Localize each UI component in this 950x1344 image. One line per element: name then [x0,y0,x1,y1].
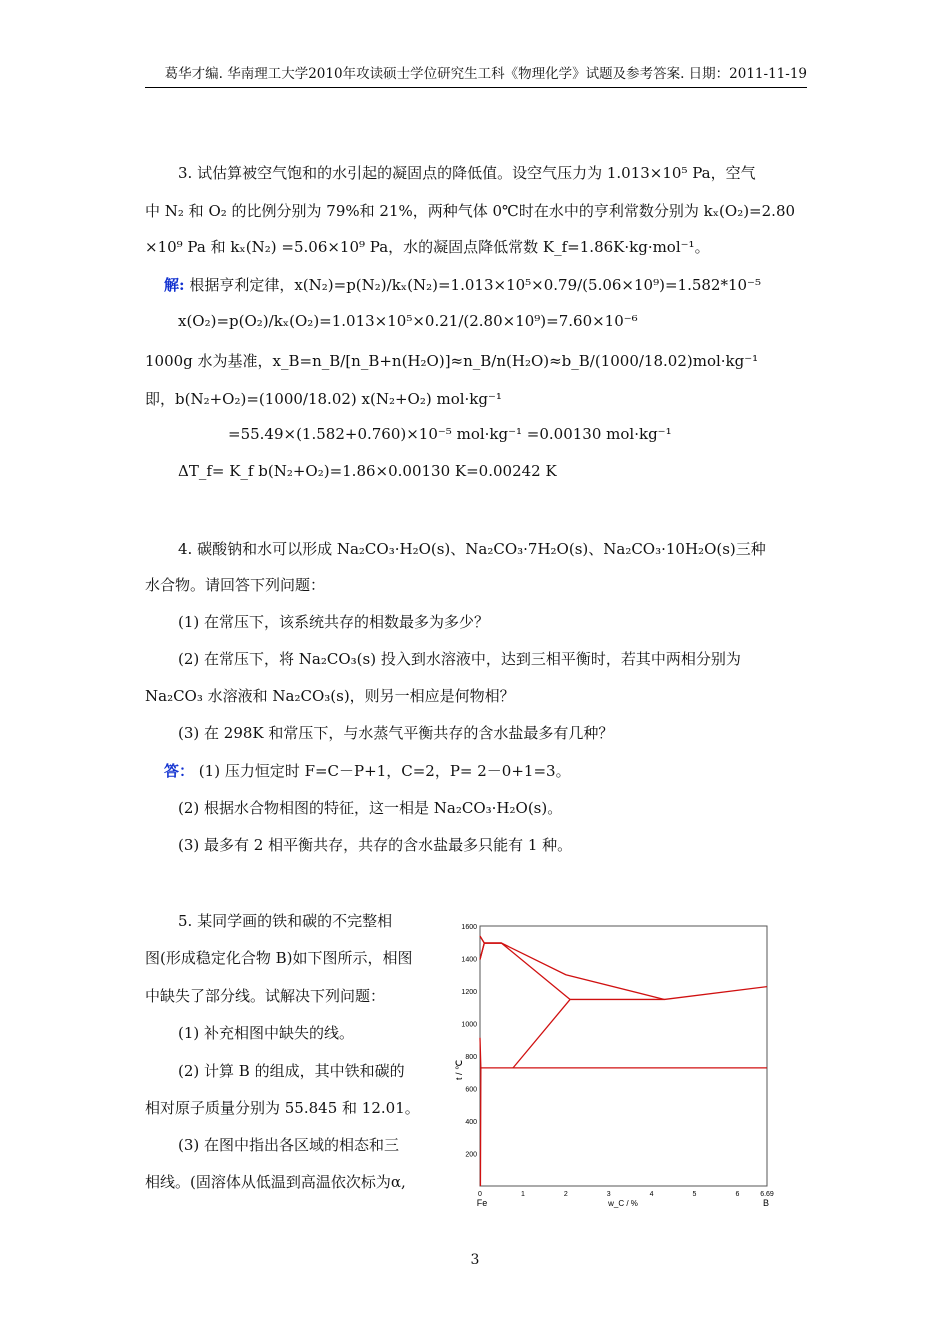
x-end-label-fe: Fe [476,1198,488,1208]
q5-item-2: (2) 计算 B 的组成，其中铁和碳的 [178,1062,405,1080]
page-number: 3 [470,1252,480,1268]
x-tick-label: 1 [520,1191,525,1198]
q5-line-1: 5. 某同学画的铁和碳的不完整相 [178,912,393,930]
q4-item-1: (1) 在常压下，该系统共存的相数最多为多少？ [178,613,490,631]
q3-solution-line-4: 即，b(N₂+O₂)=(1000/18.02) x(N₂+O₂) mol·kg⁻¹ [145,390,502,408]
solution-label: 解: [164,276,185,294]
q4-line-1: 4. 碳酸钠和水可以形成 Na₂CO₃·H₂O(s)、Na₂CO₃·7H₂O(s)、Na₂CO₃·10H₂O(s)三种 [178,540,766,558]
q5-item-1: (1) 补充相图中缺失的线。 [178,1024,355,1042]
x-axis-ticks [478,1191,774,1198]
phase-line-gamma-boundary [513,999,570,1067]
phase-line-delta-gamma-lower [480,943,570,999]
q3-line-3: ×10⁹ Pa 和 kₓ(N₂) =5.06×10⁹ Pa，水的凝固点降低常数 K_f=1.86K·kg·mol⁻¹。 [145,238,710,256]
answer-text-1: (1) 压力恒定时 F=C－P+1，C=2，P= 2－0+1=3。 [198,762,571,780]
answer-label: 答： [164,762,195,780]
q3-line-1: 3. 试估算被空气饱和的水引起的凝固点的降低值。设空气压力为 1.013×10⁵ Pa，空气 [178,164,756,182]
x-tick-label: 6 [735,1191,740,1198]
x-axis-label: w_C / % [608,1199,638,1208]
q4-item-2b: Na₂CO₃ 水溶液和 Na₂CO₃(s)，则另一相应是何物相？ [145,687,515,705]
phase-line-liquidus-right [664,987,767,1000]
x-tick-label: 3 [606,1191,611,1198]
y-tick-label: 1600 [461,924,477,931]
q4-answer-line-2: (2) 根据水合物相图的特征，这一相是 Na₂CO₃·H₂O(s)。 [178,799,563,817]
phase-line-alpha-boundary [480,1038,481,1186]
y-tick-label: 600 [465,1086,477,1094]
x-tick-label: 0 [478,1191,482,1198]
y-tick-label: 1400 [461,956,477,964]
page-header: 葛华才编. 华南理工大学2010年攻读硕士学位研究生工科《物理化学》试题及参考答案. 日期：2011-11-19 [145,62,807,88]
q3-line-2: 中 N₂ 和 O₂ 的比例分别为 79%和 21%，两种气体 0℃时在水中的亨利常数分别为 kₓ(O₂)=2.80 [145,202,796,220]
q3-solution-line-3: 1000g 水为基准，x_B=n_B/[n_B+n(H₂O)]≈n_B/n(H₂O)≈b_B/(1000/18.02)mol·kg⁻¹ [145,352,759,370]
q5-item-3b: 相线。(固溶体从低温到高温依次标为α, [145,1173,406,1191]
q4-line-2: 水合物。请回答下列问题： [145,576,326,594]
x-tick-label: 5 [692,1191,697,1198]
q5-item-3: (3) 在图中指出各区域的相态和三 [178,1136,400,1154]
q3-solution-line-5: =55.49×(1.582+0.760)×10⁻⁵ mol·kg⁻¹ =0.00130 mol·kg⁻¹ [228,425,672,443]
q3-solution-line-2: x(O₂)=p(O₂)/kₓ(O₂)=1.013×10⁵×0.21/(2.80×10⁹)=7.60×10⁻⁶ [178,312,638,330]
q5-line-3: 中缺失了部分线。试解决下列问题： [145,987,386,1005]
y-axis-ticks [461,924,477,1159]
q5-item-2b: 相对原子质量分别为 55.845 和 12.01。 [145,1099,420,1117]
q4-item-3: (3) 在 298K 和常压下，与水蒸气平衡共存的含水盐最多有几种？ [178,724,614,742]
q5-line-2: 图(形成稳定化合物 B)如下图所示，相图 [145,949,413,967]
fe-c-phase-diagram [440,910,785,1215]
q4-answer-line-1 [164,760,571,781]
y-axis-label: t / ℃ [454,1059,464,1081]
phase-lines [480,936,767,1186]
y-tick-label: 800 [465,1054,477,1061]
phase-line-upper-left-wedge [480,936,484,959]
y-tick-label: 200 [465,1151,477,1159]
q4-answer-line-3: (3) 最多有 2 相平衡共存，共存的含水盐最多只能有 1 种。 [178,836,573,854]
x-tick-label: 4 [649,1191,654,1198]
y-tick-label: 400 [465,1119,477,1126]
q3-solution-line-6: ΔT_f= K_f b(N₂+O₂)=1.86×0.00130 K=0.00242 K [178,462,557,480]
x-end-label-b: B [762,1198,770,1208]
y-tick-label: 1000 [461,1021,477,1029]
q4-item-2: (2) 在常压下，将 Na₂CO₃(s) 投入到水溶液中，达到三相平衡时，若其中两相分别为 [178,650,741,668]
y-tick-label: 1200 [461,989,477,996]
x-tick-label: 6.69 [760,1191,774,1198]
q3-solution-line-1 [164,274,761,295]
solution-text-1: 根据亨利定律，x(N₂)=p(N₂)/kₓ(N₂)=1.013×10⁵×0.79/(5.06×10⁹)=1.582*10⁻⁵ [189,276,761,294]
x-tick-label: 2 [563,1191,568,1198]
phase-line-liquidus-left [480,936,664,999]
